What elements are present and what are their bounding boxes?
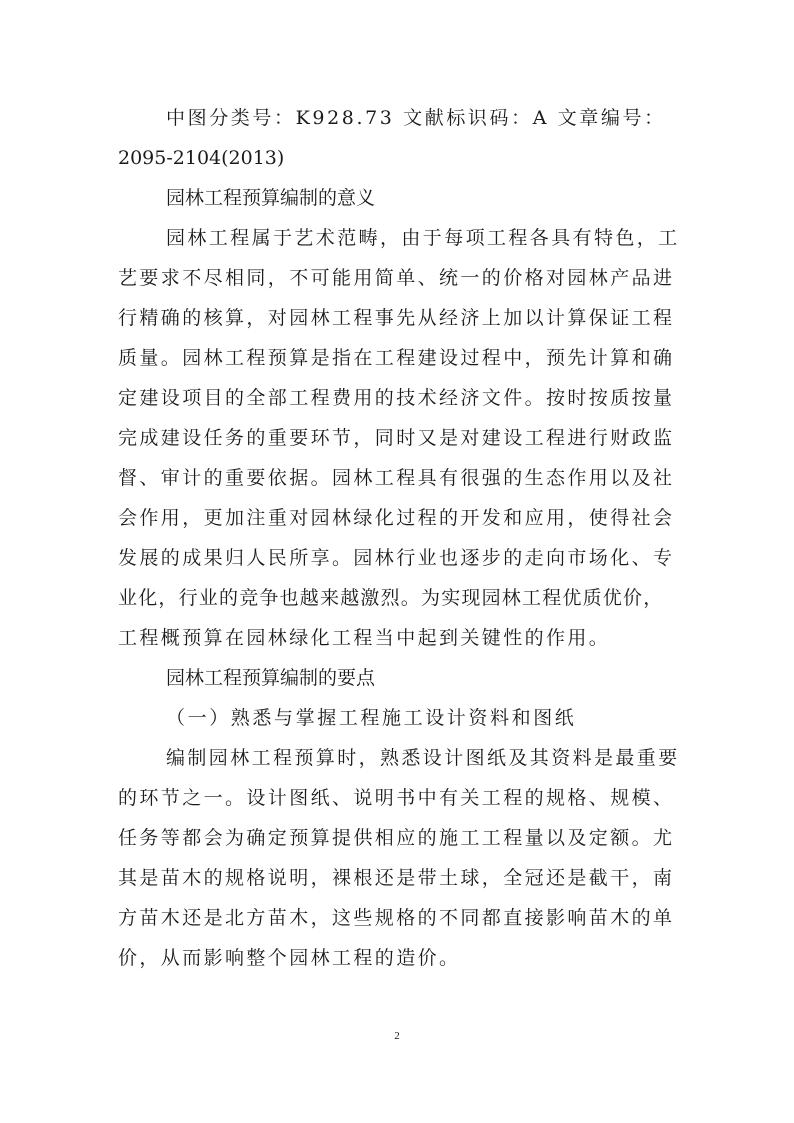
- paragraph-drawings: [118, 738, 680, 978]
- paragraph-line: 的环节之一。设计图纸、说明书中有关工程的规格、规模、: [118, 787, 675, 809]
- paragraph-line: 业化，行业的竞争也越来越激烈。为实现园林工程优质优价，: [118, 587, 664, 609]
- paragraph-line: 园林工程属于艺术范畴，由于每项工程各具有特色，工: [166, 227, 680, 249]
- paragraph-line: 工程概预算在园林绿化工程当中起到关键性的作用。: [118, 627, 611, 649]
- paragraph-line: 方苗木还是北方苗木，这些规格的不同都直接影响苗木的单: [118, 907, 675, 929]
- section-heading-key-points: 园林工程预算编制的要点: [166, 667, 376, 689]
- section-heading-significance: 园林工程预算编制的意义: [166, 187, 376, 209]
- article-number-line: 2095-2104(2013): [118, 147, 285, 169]
- paragraph-line: 价，从而影响整个园林工程的造价。: [118, 947, 461, 969]
- paragraph-line: 编制园林工程预算时，熟悉设计图纸及其资料是最重要: [166, 747, 680, 769]
- paragraph-line: 行精确的核算，对园林工程事先从经济上加以计算保证工程: [118, 307, 675, 329]
- paragraph-line: 任务等都会为确定预算提供相应的施工工程量以及定额。尤: [118, 827, 675, 849]
- page-number: 2: [394, 1030, 400, 1042]
- subsection-heading-drawings: （一）熟悉与掌握工程施工设计资料和图纸: [166, 707, 577, 729]
- paragraph-line: 督、审计的重要依据。园林工程具有很强的生态作用以及社: [118, 467, 675, 489]
- paragraph-line: 定建设项目的全部工程费用的技术经济文件。按时按质按量: [118, 387, 675, 409]
- paragraph-line: 发展的成果归人民所享。园林行业也逐步的走向市场化、专: [118, 547, 675, 569]
- paragraph-line: 会作用，更加注重对园林绿化过程的开发和应用，使得社会: [118, 507, 675, 529]
- paragraph-line: 完成建设任务的重要环节，同时又是对建设工程进行财政监: [118, 427, 675, 449]
- paragraph-line: 其是苗木的规格说明，裸根还是带土球，全冠还是截干，南: [118, 867, 675, 889]
- paragraph-line: 艺要求不尽相同，不可能用简单、统一的价格对园林产品进: [118, 267, 675, 289]
- classification-line: 中图分类号：K928.73 文献标识码：A 文章编号：: [166, 107, 666, 129]
- paragraph-line: 质量。园林工程预算是指在工程建设过程中，预先计算和确: [118, 347, 675, 369]
- paragraph-significance: [118, 218, 680, 658]
